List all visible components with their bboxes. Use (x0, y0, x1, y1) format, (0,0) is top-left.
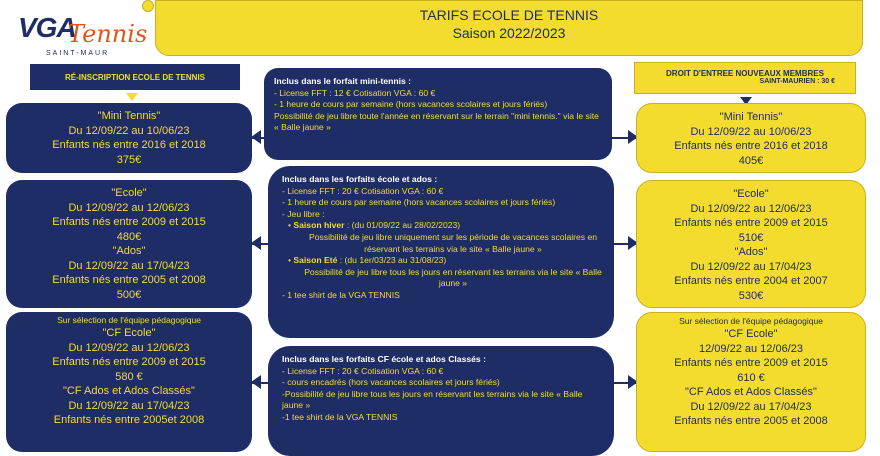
left-cf-ecole-ages: Enfants nés entre 2009 et 2015 (52, 356, 206, 368)
middle-ecole-line-2: - 1 heure de cours par semaine (hors vacances scolaires et jours fériés) (282, 197, 556, 208)
middle-cf-line-3: -Possibilité de jeu libre tous les jours en réservant les terrains via le site « Balle jaune » (282, 388, 583, 411)
right-ados-dates: Du 12/09/22 au 17/04/23 (690, 260, 812, 273)
middle-mini-line-3: Possibilité de jeu libre toute l'année en réservant sur le terrain "mini tennis." via le site « Balle jaune » (274, 110, 599, 133)
droit-entree-label (634, 62, 856, 94)
middle-cf-line-1: - License FFT : 20 € Cotisation VGA : 60 € (282, 365, 444, 376)
middle-cf-title: Inclus dans les forfaits CF école et ados Classés : (282, 354, 486, 364)
middle-ecole-ete-text: Possibilité de jeu libre tous les jours en réservant les terrains via le site « Balle jaune » (304, 266, 602, 289)
tennis-ball-icon (142, 0, 154, 12)
right-ecole-ados-card (636, 180, 866, 308)
left-ados-ages: Enfants nés entre 2005 et 2008 (52, 274, 206, 286)
left-ados-title: "Ados" (112, 245, 146, 257)
right-cf-selection-label: Sur sélection de l'équipe pédagogique (679, 316, 823, 326)
middle-ecole-tee: - 1 tee shirt de la VGA TENNIS (282, 289, 400, 300)
left-cf-ecole-title: "CF Ecole" (102, 327, 156, 339)
middle-cf-line-4: -1 tee shirt de la VGA TENNIS (282, 411, 398, 422)
right-cf-ados-dates: Du 12/09/22 au 17/04/23 (690, 400, 812, 413)
left-mini-tennis-card (6, 103, 252, 173)
vga-tennis-logo (6, 6, 154, 60)
logo-tennis-text: Tennis (68, 20, 148, 48)
right-cf-ados-title: "CF Ados et Ados Classés" (685, 386, 817, 398)
left-cf-selection-label: Sur sélection de l'équipe pédagogique (57, 315, 201, 325)
right-ados-ages: Enfants nés entre 2004 et 2007 (674, 275, 828, 287)
droit-entree-sub: SAINT-MAURIEN : 30 € (759, 78, 835, 85)
right-cf-card (636, 312, 866, 452)
left-cf-ados-title: "CF Ados et Ados Classés" (63, 385, 195, 397)
middle-ecole-hiver-text: Possibilité de jeu libre uniquement sur les période de vacances scolaires en réservant les terrains via le site « Balle jaune » (308, 231, 598, 254)
left-cf-ados-ages: Enfants nés entre 2005et 2008 (53, 414, 205, 426)
left-ecole-dates: Du 12/09/22 au 12/06/23 (68, 201, 190, 214)
right-mini-ages: Enfants nés entre 2016 et 2018 (674, 140, 828, 152)
middle-ecole-ete: • Saison Eté : (du 1er/03/23 au 31/08/23) (288, 255, 447, 266)
middle-ecole-title: Inclus dans les forfaits école et ados : (282, 174, 438, 184)
middle-mini-title: Inclus dans le forfait mini-tennis : (274, 76, 412, 86)
left-ados-dates: Du 12/09/22 au 17/04/23 (68, 259, 190, 272)
right-cf-ecole-title: "CF Ecole" (724, 328, 778, 340)
hiver-dates: : (du 01/09/22 au 28/02/2023) (344, 220, 461, 231)
left-mini-title: "Mini Tennis" (97, 110, 161, 122)
droit-entree-title: DROIT D'ENTREE NOUVEAUX MEMBRES (666, 69, 824, 78)
right-ados-price: 530€ (738, 289, 764, 302)
logo-saint-maur-text: SAINT-MAUR (46, 50, 110, 57)
right-ecole-price: 510€ (738, 231, 764, 244)
right-ecole-dates: Du 12/09/22 au 12/06/23 (690, 202, 812, 215)
right-cf-ecole-dates: 12/09/22 au 12/06/23 (699, 342, 803, 355)
hiver-label: Saison hiver (293, 220, 345, 231)
right-cf-ecole-price: 610 € (737, 371, 765, 384)
middle-mini-line-1: - License FFT : 12 € Cotisation VGA : 60 € (274, 87, 436, 98)
arrow-left-icon (251, 375, 261, 389)
right-mini-title: "Mini Tennis" (719, 111, 783, 123)
left-cf-ecole-dates: Du 12/09/22 au 12/06/23 (68, 341, 190, 354)
season-subtitle: Saison 2022/2023 (452, 25, 566, 41)
left-ecole-title: "Ecole" (111, 187, 147, 199)
left-cf-ados-dates: Du 12/09/22 au 17/04/23 (68, 399, 190, 412)
middle-cf-line-2: - cours encadrés (hors vacances scolaires et jours fériés) (282, 377, 500, 388)
left-ecole-ados-card (6, 180, 252, 308)
middle-mini-info (264, 68, 612, 160)
left-ecole-ages: Enfants nés entre 2009 et 2015 (52, 216, 206, 228)
right-ecole-ages: Enfants nés entre 2009 et 2015 (674, 217, 828, 229)
right-mini-price: 405€ (738, 154, 764, 167)
arrow-down-icon (126, 93, 138, 101)
middle-mini-line-2: - 1 heure de cours par semaine (hors vacances scolaires et jours fériés) (274, 99, 548, 110)
right-cf-ecole-ages: Enfants nés entre 2009 et 2015 (674, 357, 828, 369)
left-ados-price: 500€ (116, 288, 142, 301)
header-band (155, 0, 863, 56)
ete-dates: : (du 1er/03/23 au 31/08/23) (337, 255, 447, 266)
ete-label: Saison Eté (293, 255, 338, 266)
right-mini-tennis-card (636, 103, 866, 173)
right-mini-dates: Du 12/09/22 au 10/06/23 (690, 125, 812, 138)
middle-ecole-line-1: - License FFT : 20 € Cotisation VGA : 60 € (282, 185, 444, 196)
left-cf-card (6, 312, 252, 452)
middle-ecole-hiver: • Saison hiver : (du 01/09/22 au 28/02/2023) (288, 220, 461, 231)
right-cf-ados-ages: Enfants nés entre 2005 et 2008 (674, 415, 828, 427)
logo-vga-text: VGA (18, 12, 76, 43)
left-mini-price: 375€ (116, 153, 142, 166)
page-title: TARIFS ECOLE DE TENNIS (419, 7, 599, 23)
left-ecole-price: 480€ (116, 230, 142, 243)
arrow-left-icon (251, 236, 261, 250)
middle-ecole-line-3: - Jeu libre : (282, 208, 325, 219)
right-ados-title: "Ados" (734, 246, 768, 258)
left-mini-ages: Enfants nés entre 2016 et 2018 (52, 139, 206, 151)
reinscription-label: RÉ-INSCRIPTION ECOLE DE TENNIS (30, 64, 240, 90)
right-ecole-title: "Ecole" (733, 188, 769, 200)
left-mini-dates: Du 12/09/22 au 10/06/23 (68, 124, 190, 137)
left-cf-ecole-price: 580 € (115, 370, 143, 383)
arrow-left-icon (251, 130, 261, 144)
middle-ecole-info (268, 166, 614, 338)
